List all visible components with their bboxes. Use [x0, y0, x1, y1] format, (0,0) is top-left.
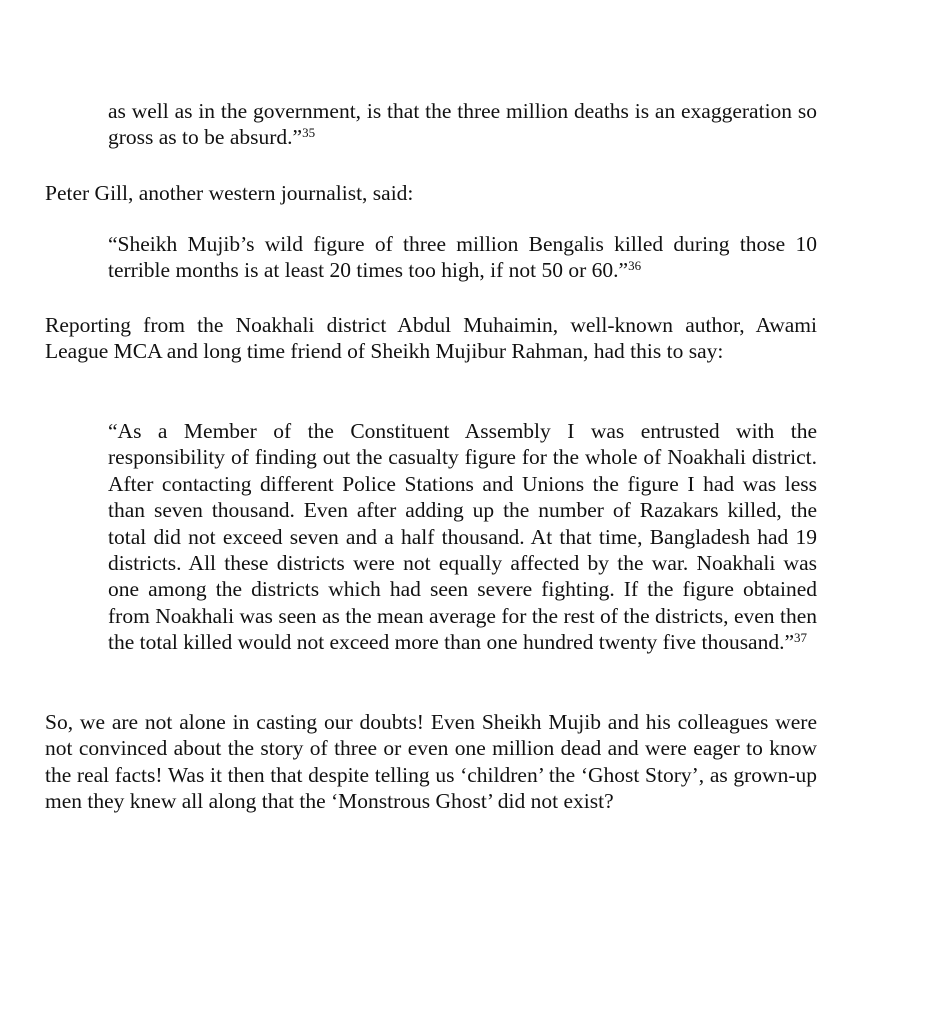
footnote-marker: 35: [302, 125, 316, 141]
paragraph-text: Peter Gill, another western journalist, said:: [45, 181, 414, 205]
footnote-marker: 37: [794, 630, 808, 646]
concluding-paragraph: [45, 709, 817, 815]
paragraph-text: as well as in the government, is that the three million deaths is an exaggeration so gross as to be absurd.”: [108, 99, 817, 150]
paragraph-text: “As a Member of the Constituent Assembly I was entrusted with the responsibility of finding out the casualty figure for the whole of Noakhali district. After contacting different Police Stations and Unions the figure I had was less than seven thousand. Even after adding up the number of Razakars killed, the total did not exceed seven and a half thousand. At that time, Bangladesh had 19 districts. All these districts were not equally affected by the war. Noakhali was one among the districts which had seen severe fighting. If the figure obtained from Noakhali was seen as the mean average for the rest of the districts, even then the total killed would not exceed more than one hundred twenty five thousand.”: [108, 419, 817, 655]
intro-paragraph-peter-gill: [45, 180, 817, 206]
paragraph-text: So, we are not alone in casting our doubts! Even Sheikh Mujib and his colleagues were not convinced about the story of three or even one million dead and were eager to know the real facts! Was it then that despite telling us ‘children’ the ‘Ghost Story’, as grown-up men they knew all along that the ‘Monstrous Ghost’ did not exist?: [45, 710, 817, 814]
footnote-marker: 36: [628, 258, 642, 274]
quote-paragraph-muhaimin: [108, 418, 817, 656]
intro-paragraph-noakhali: [45, 312, 817, 365]
paragraph-text: Reporting from the Noakhali district Abdul Muhaimin, well-known author, Awami League MCA and long time friend of Sheikh Mujibur Rahman, had this to say:: [45, 313, 817, 364]
quote-paragraph-peter-gill: [108, 231, 817, 284]
quote-continuation-paragraph: [108, 98, 817, 151]
paragraph-text: “Sheikh Mujib’s wild figure of three million Bengalis killed during those 10 terrible months is at least 20 times too high, if not 50 or 60.”: [108, 232, 817, 283]
